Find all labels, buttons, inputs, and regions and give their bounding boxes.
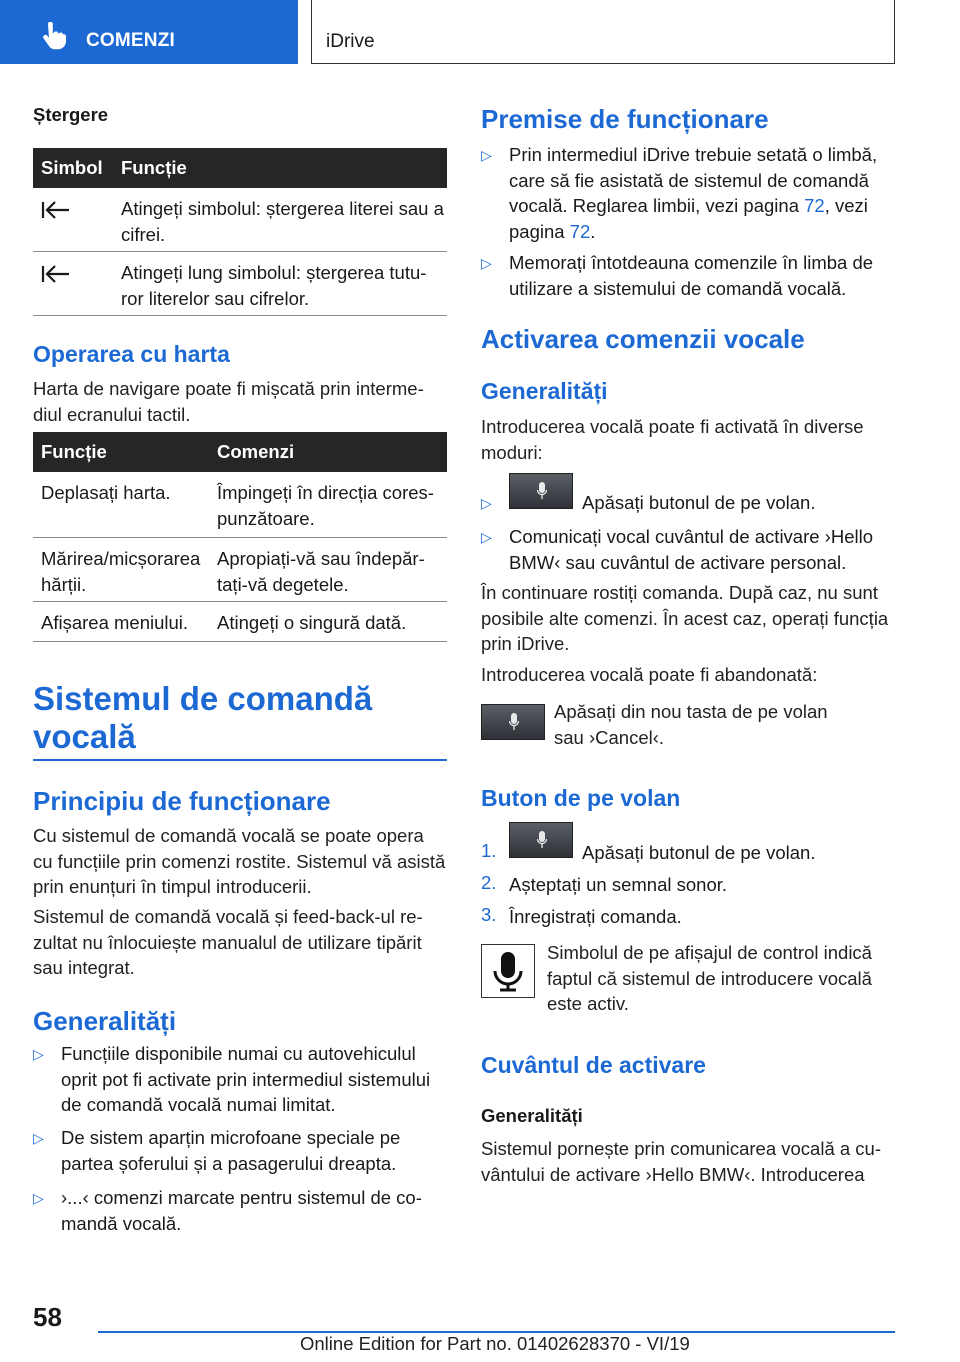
buton-heading: Buton de pe volan (481, 785, 681, 811)
premise-heading: Premise de funcționare (481, 104, 769, 134)
activare-heading: Activarea comenzii vocale (481, 324, 805, 354)
cuvant-heading: Cuvântul de activare (481, 1052, 706, 1078)
table-cell: Apropiați-vă sau îndepăr-tați-vă degetele. (217, 548, 425, 595)
page-link[interactable]: 72 (804, 195, 825, 216)
microphone-icon (481, 944, 535, 998)
chapter-tab[interactable] (0, 0, 298, 64)
table-cell: Deplasați harta. (41, 482, 171, 503)
microphone-icon (537, 831, 547, 849)
section-header-label: iDrive (326, 31, 375, 52)
abandon-paragraph: Introducerea vocală poate fi abandonată: (481, 664, 818, 685)
chapter-heading-line2: vocală (33, 718, 136, 755)
chapter-heading-line1: Sistemul de comandă (33, 680, 373, 717)
step-number: 3. (481, 904, 497, 925)
list-item: De sistem aparțin microfoane speciale pe partea șoferului și a pasagerului dreapta. (61, 1127, 401, 1174)
gen-paragraph: Introducerea vocală poate fi activată în diverse moduri: (481, 416, 864, 463)
step-text: Înregistrați comanda. (509, 906, 682, 927)
backspace-icon (41, 200, 71, 220)
table-row (33, 538, 447, 602)
harta-heading: Operarea cu harta (33, 341, 230, 367)
gen-heading: Generalități (481, 378, 608, 404)
bullet-triangle-icon: ▷ (481, 147, 492, 163)
voice-button-image (509, 822, 573, 858)
principiu-paragraph-2: Sistemul de comandă vocală și feed-back-ul re-zultat nu înlocuiește manualul de utilizare tipărit sau integrat. (33, 906, 423, 978)
chapter-heading (33, 680, 372, 756)
column-header-simbol: Simbol (41, 157, 103, 178)
list-item: ›...‹ comenzi marcate pentru sistemul de co-mandă vocală. (61, 1187, 422, 1234)
cuvant-subheading: Generalități (481, 1105, 583, 1126)
bullet-triangle-icon: ▷ (33, 1190, 44, 1206)
table-cell: Afișarea meniului. (41, 612, 189, 633)
voice-button-image (509, 473, 573, 509)
voice-active-symbol (481, 944, 535, 998)
section-header (311, 0, 895, 64)
symbol-description: Simbolul de pe afișajul de control indică faptul că sistemul de introducere vocală este activ. (547, 942, 872, 1014)
bullet-triangle-icon: ▷ (481, 495, 492, 511)
principiu-paragraph-1: Cu sistemul de comandă vocală se poate opera cu funcțiile prin comenzi rostite. Sistemul vă asistă prin enunțuri în timpul introducerii. (33, 825, 446, 897)
bullet-triangle-icon: ▷ (33, 1046, 44, 1062)
chapter-tab-label: COMENZI (86, 30, 176, 51)
table-cell: Mărirea/micșorarea hărții. (41, 548, 201, 595)
table-row (33, 472, 447, 538)
list-item: Memorați întotdeauna comenzile în limba de utilizare a sistemului de comandă vocală. (509, 252, 874, 299)
table-row (33, 602, 447, 642)
delete-symbol-table (33, 148, 447, 318)
table-header (33, 432, 447, 472)
abandon-instruction: Apăsați din nou tasta de pe volan sau ›Cancel‹. (554, 701, 828, 748)
list-item: Apăsați butonul de pe volan. (582, 492, 816, 513)
page-link[interactable]: 72 (569, 220, 591, 242)
bullet-triangle-icon: ▷ (481, 529, 492, 545)
microphone-icon (509, 713, 519, 731)
column-header-comenzi: Comenzi (217, 441, 295, 462)
bullet-triangle-icon: ▷ (33, 1130, 44, 1146)
backspace-icon (41, 264, 71, 284)
stergere-title: Ștergere (33, 104, 109, 125)
voice-button-image (481, 704, 545, 740)
map-gesture-table (33, 432, 447, 642)
list-item: Comunicați vocal cuvântul de activare ›Hello BMW‹ sau cuvântul de activare personal. (509, 526, 874, 573)
principiu-heading: Principiu de funcționare (33, 786, 331, 816)
page-number: 58 (33, 1302, 62, 1332)
step-text: Apăsați butonul de pe volan. (582, 842, 816, 863)
table-row (33, 252, 447, 316)
bullet-triangle-icon: ▷ (481, 255, 492, 271)
harta-paragraph: Harta de navigare poate fi mișcată prin interme-diul ecranului tactil. (33, 378, 424, 425)
list-item (509, 142, 895, 244)
list-item-text: . (590, 220, 596, 242)
continuation-paragraph: În continuare rostiți comanda. După caz, nu sunt posibile alte comenzi. În acest caz, operați funcția prin iDrive. (481, 582, 889, 654)
list-item-text: Prin intermediul iDrive trebuie setată o limbă, care să fie asistată de sistemul de comandă vocală. Reglarea limbii, vezi pagina (509, 144, 878, 216)
table-row (33, 188, 447, 252)
chapter-divider (33, 759, 447, 761)
microphone-icon (537, 482, 547, 500)
step-number: 1. (481, 840, 497, 861)
step-number: 2. (481, 872, 497, 893)
table-header (33, 148, 447, 188)
table-cell: Atingeți o singură dată. (217, 612, 407, 633)
table-cell: Atingeți lung simbolul: ștergerea tutu-ror literelor sau cifrelor. (121, 262, 427, 309)
table-cell: Atingeți simbolul: ștergerea literei sau a cifrei. (121, 198, 444, 245)
column-header-functie: Funcție (41, 441, 107, 462)
list-item: Funcțiile disponibile numai cu autovehiculul oprit pot fi activate prin intermediul sistemului de comandă vocală numai limitat. (61, 1043, 431, 1115)
column-header-functie: Funcție (121, 157, 187, 178)
table-cell: Împingeți în direcția cores-punzătoare. (217, 482, 434, 529)
step-text: Așteptați un semnal sonor. (509, 874, 728, 895)
generalitati-heading: Generalități (33, 1006, 177, 1036)
list-item-text: , vezi pagina (509, 195, 868, 242)
hand-pointer-icon (40, 22, 66, 50)
edition-note: Online Edition for Part no. 01402628370 - VI/19 (300, 1333, 690, 1354)
cuvant-paragraph: Sistemul pornește prin comunicarea vocală a cu-vântului de activare ›Hello BMW‹. Introducerea (481, 1138, 881, 1185)
